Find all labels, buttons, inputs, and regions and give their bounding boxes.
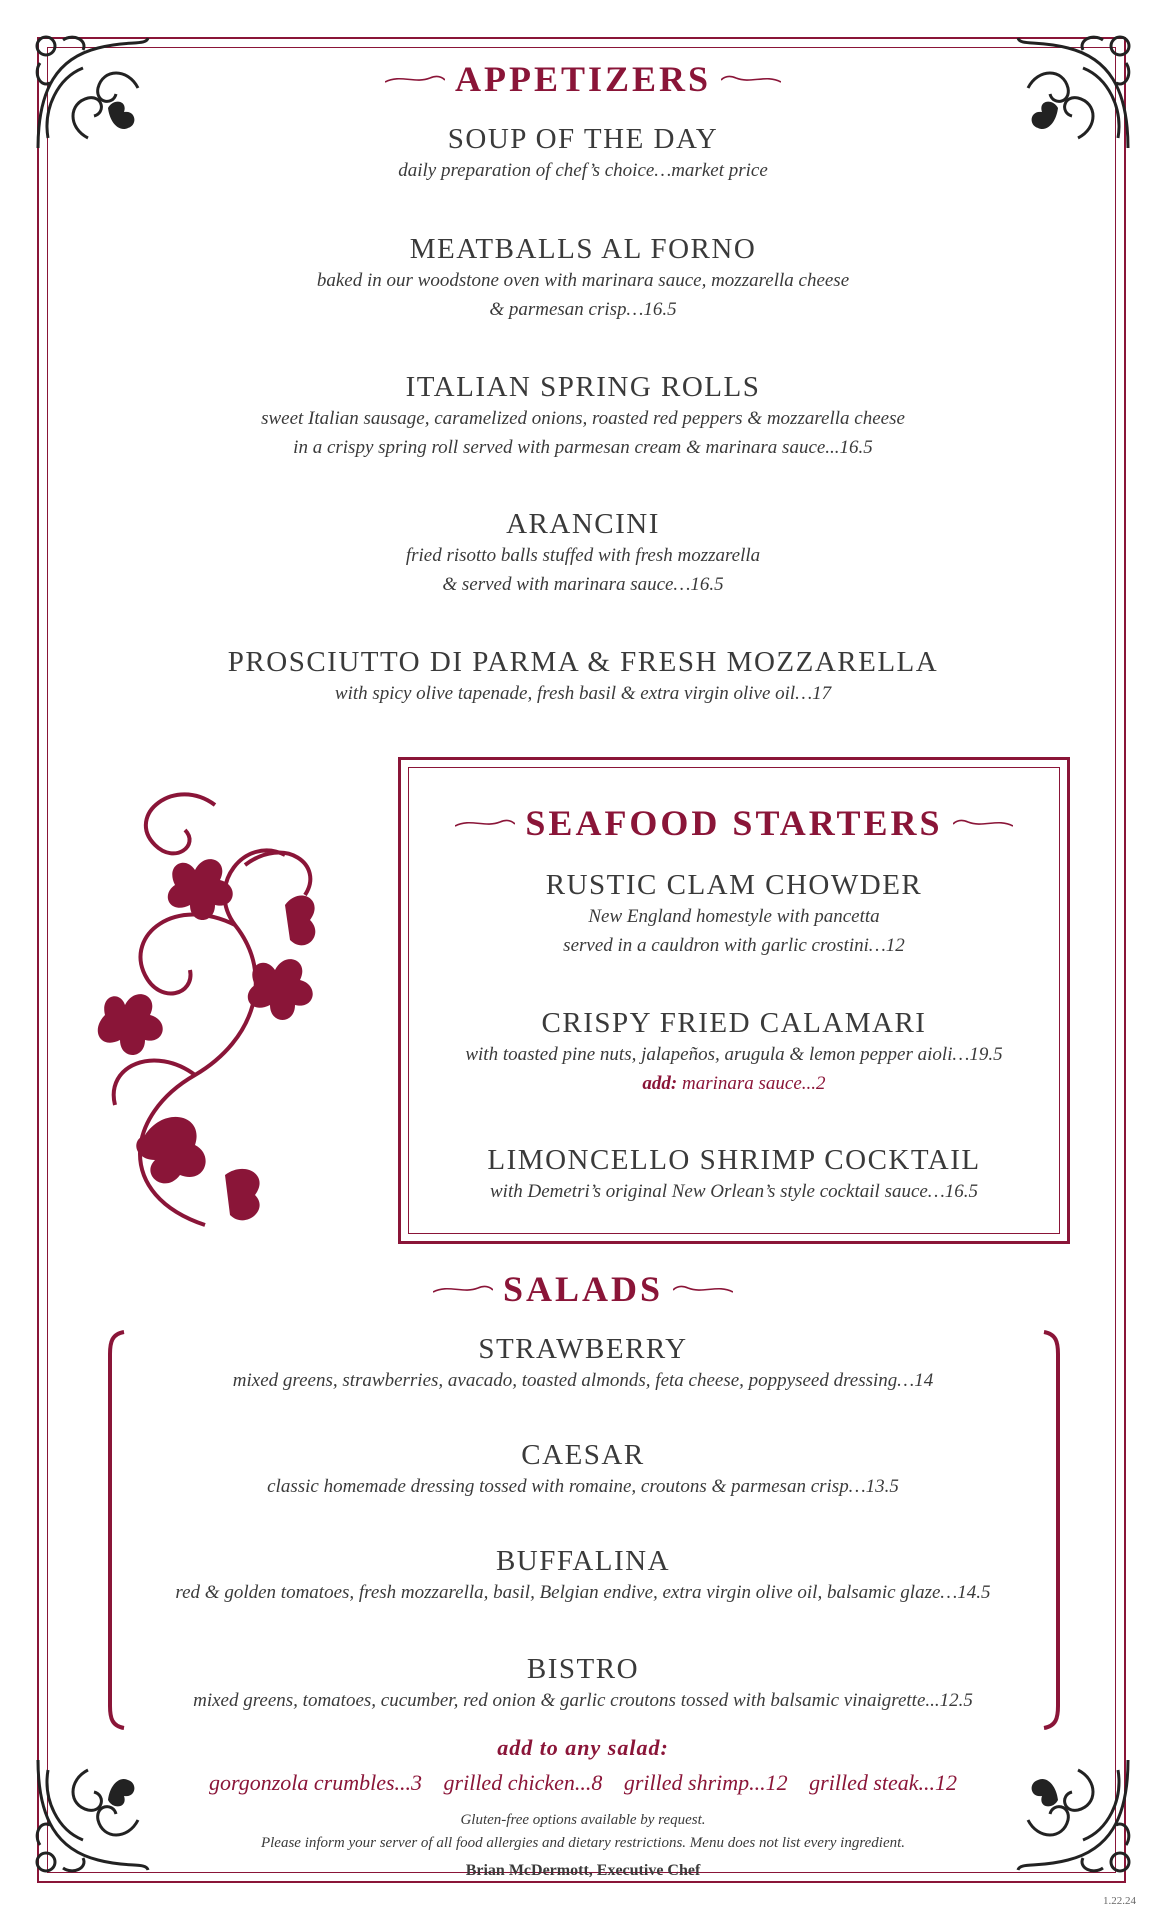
salad-addon-title: add to any salad: (497, 1735, 669, 1760)
salad-addon-list (0, 1770, 1166, 1796)
menu-item (0, 645, 1166, 708)
swash-icon (721, 72, 781, 86)
floral-flourish-icon (85, 775, 325, 1235)
item-name: ITALIAN SPRING ROLLS (405, 371, 761, 403)
menu-item (0, 1544, 1166, 1607)
swash-icon (455, 816, 515, 830)
item-description: daily preparation of chef’s choice…market price (398, 160, 768, 181)
item-description: mixed greens, tomatoes, cucumber, red onion & garlic croutons tossed with balsamic vinaigrette...12.5 (193, 1690, 973, 1711)
menu-item (398, 1006, 1070, 1098)
menu-item (398, 868, 1070, 960)
item-description: & parmesan crisp…16.5 (489, 299, 677, 320)
item-name: CRISPY FRIED CALAMARI (541, 1007, 927, 1039)
item-description: served in a cauldron with garlic crostini…12 (563, 935, 905, 956)
item-description: & served with marinara sauce…16.5 (442, 574, 724, 595)
swash-icon (433, 1282, 493, 1296)
item-name: STRAWBERRY (478, 1333, 688, 1365)
item-description: with spicy olive tapenade, fresh basil & extra virgin olive oil…17 (334, 683, 832, 704)
item-name: CAESAR (521, 1439, 645, 1471)
salads-title: SALADS (502, 1269, 664, 1309)
menu-item (0, 507, 1166, 599)
item-description: sweet Italian sausage, caramelized onions, roasted red peppers & mozzarella cheese (261, 408, 905, 429)
item-name: BUFFALINA (495, 1545, 671, 1577)
item-name: BISTRO (526, 1653, 640, 1685)
swash-icon (385, 72, 445, 86)
menu-item (398, 1143, 1070, 1206)
item-name: LIMONCELLO SHRIMP COCKTAIL (487, 1144, 981, 1176)
item-name: PROSCIUTTO DI PARMA & FRESH MOZZARELLA (227, 646, 939, 678)
gluten-note: Gluten-free options available by request. (460, 1812, 706, 1828)
item-description: with toasted pine nuts, jalapeños, arugula & lemon pepper aioli…19.5 (465, 1044, 1003, 1065)
item-description: fried risotto balls stuffed with fresh mozzarella (405, 545, 761, 566)
item-description: baked in our woodstone oven with marinara sauce, mozzarella cheese (316, 270, 850, 291)
menu-item (0, 122, 1166, 185)
swash-icon (673, 1282, 733, 1296)
item-name: SOUP OF THE DAY (447, 123, 719, 155)
item-name: RUSTIC CLAM CHOWDER (545, 869, 923, 901)
menu-item (0, 1652, 1166, 1715)
item-description: with Demetri’s original New Orlean’s style cocktail sauce…16.5 (490, 1181, 978, 1202)
menu-version: 1.22.24 (1103, 1895, 1136, 1907)
item-addon (398, 1069, 1070, 1098)
seafood-title: SEAFOOD STARTERS (525, 803, 943, 843)
item-description: mixed greens, strawberries, avacado, toasted almonds, feta cheese, poppyseed dressing…14 (232, 1370, 934, 1391)
addon-label: add: (642, 1073, 678, 1094)
menu-item (0, 370, 1166, 462)
appetizers-title: APPETIZERS (454, 59, 712, 99)
addon-option: gorgonzola crumbles...3 (208, 1770, 423, 1795)
seafood-heading (398, 802, 1070, 844)
menu-item (0, 1332, 1166, 1395)
executive-chef: Brian McDermott, Executive Chef (465, 1862, 701, 1879)
item-description: red & golden tomatoes, fresh mozzarella, basil, Belgian endive, extra virgin olive oil, balsamic glaze…14.5 (175, 1582, 991, 1603)
menu-item (0, 1438, 1166, 1501)
addon-option: grilled shrimp...12 (623, 1770, 788, 1795)
salads-heading (0, 1268, 1166, 1310)
addon-text: marinara sauce...2 (682, 1073, 826, 1094)
item-name: MEATBALLS AL FORNO (409, 233, 757, 265)
allergy-note: Please inform your server of all food allergies and dietary restrictions. Menu does not list every ingredient. (260, 1835, 906, 1851)
item-description: classic homemade dressing tossed with romaine, croutons & parmesan crisp…13.5 (267, 1476, 899, 1497)
addon-option: grilled chicken...8 (443, 1770, 603, 1795)
menu-item (0, 232, 1166, 324)
item-description: New England homestyle with pancetta (588, 906, 880, 927)
addon-option: grilled steak...12 (809, 1770, 958, 1795)
item-description: in a crispy spring roll served with parmesan cream & marinara sauce...16.5 (293, 437, 873, 458)
item-name: ARANCINI (506, 508, 660, 540)
swash-icon (953, 816, 1013, 830)
appetizers-heading (0, 58, 1166, 100)
